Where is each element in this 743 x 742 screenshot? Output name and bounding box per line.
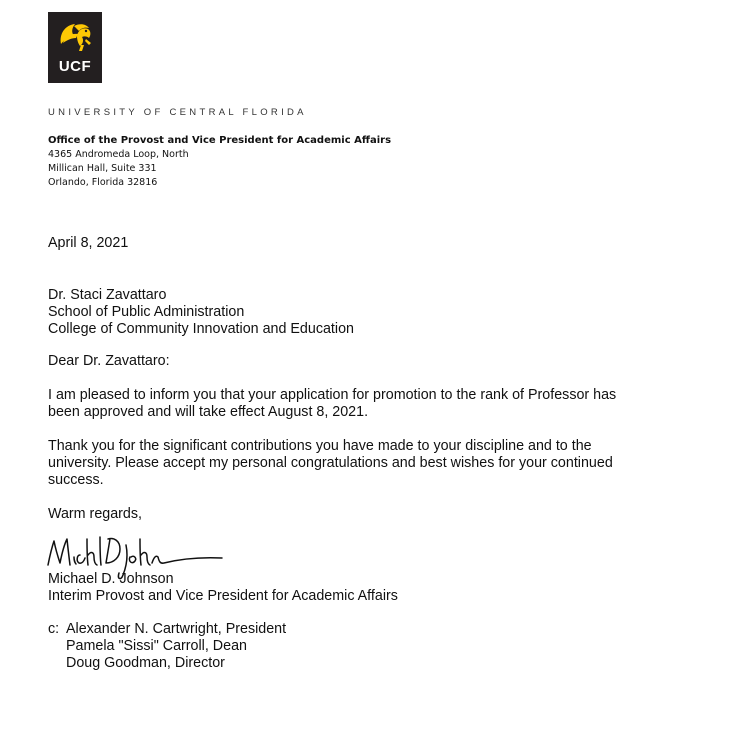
paragraph-promotion	[48, 387, 616, 421]
recipient-line: School of Public Administration	[48, 304, 245, 320]
cc-label: c:	[48, 621, 60, 637]
recipient-block	[48, 287, 354, 338]
letter-date: April 8, 2021	[48, 235, 129, 251]
signatory-title: Interim Provost and Vice President for Academic Affairs	[48, 588, 398, 604]
cc-name: Alexander N. Cartwright, President	[66, 621, 287, 637]
cc-name: Pamela "Sissi" Carroll, Dean	[66, 638, 247, 654]
signatory-block	[48, 571, 398, 605]
recipient-line: College of Community Innovation and Education	[48, 321, 354, 337]
paragraph-line: been approved and will take effect August 8, 2021.	[48, 404, 369, 420]
logo-text: UCF	[58, 58, 92, 75]
recipient-line: Dr. Staci Zavattaro	[48, 287, 167, 303]
paragraph-line: Thank you for the significant contributions you have made to your discipline and to the	[48, 438, 592, 454]
pegasus-icon	[48, 14, 102, 60]
salutation: Dear Dr. Zavattaro:	[48, 353, 170, 369]
address-line: Orlando, Florida 32816	[48, 177, 158, 188]
office-name: Office of the Provost and Vice President for Academic Affairs	[48, 135, 392, 146]
signatory-name: Michael D. Johnson	[48, 571, 174, 587]
paragraph-line: success.	[48, 472, 104, 488]
ucf-logo	[48, 12, 102, 83]
cc-block	[48, 621, 286, 672]
paragraph-thanks	[48, 438, 613, 489]
paragraph-line: university. Please accept my personal congratulations and best wishes for your continued	[48, 455, 613, 471]
address-line: Millican Hall, Suite 331	[48, 163, 157, 174]
cc-name: Doug Goodman, Director	[66, 655, 225, 671]
closing: Warm regards,	[48, 506, 143, 522]
paragraph-line: I am pleased to inform you that your application for promotion to the rank of Professor has	[48, 387, 617, 403]
university-name: UNIVERSITY OF CENTRAL FLORIDA	[48, 107, 307, 118]
office-block	[48, 134, 391, 190]
address-line: 4365 Andromeda Loop, North	[48, 149, 189, 160]
